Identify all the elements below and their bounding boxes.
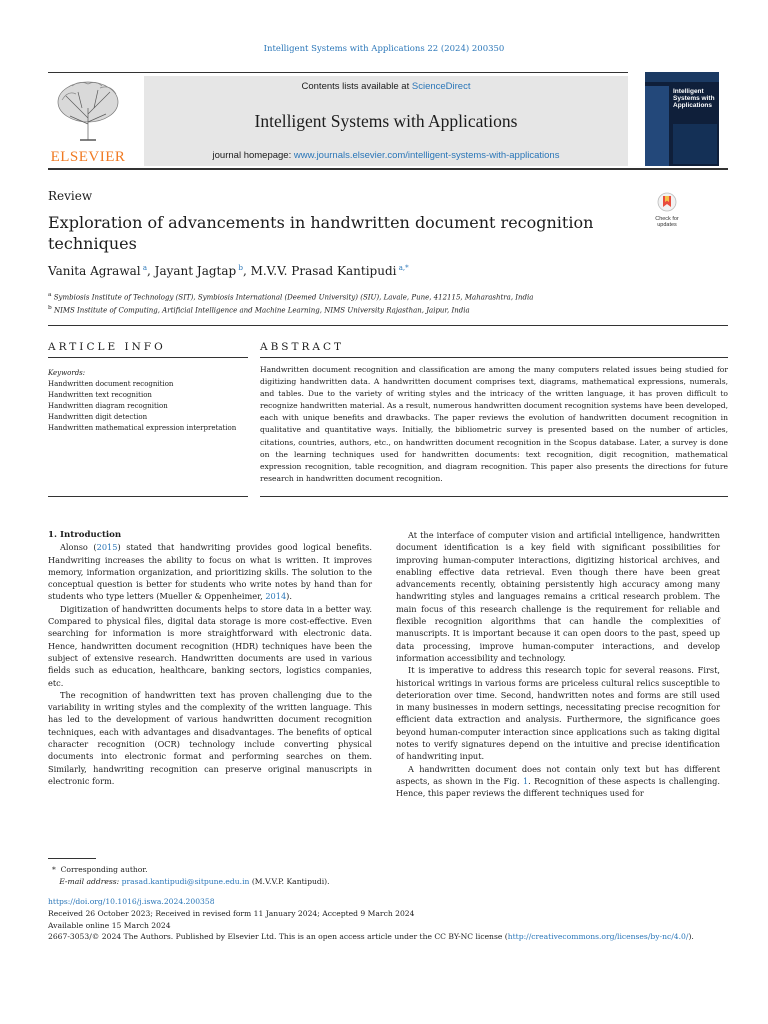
divider — [48, 325, 728, 326]
paragraph: Alonso (2015) stated that handwriting provides good logical benefits. Handwriting increases the ability to focus on what is written. It improves memory, information organization, and prioritizing skills. The solution to the conceptual question is better for students who write notes by hand than for students who type letters (Mueller & Oppenheimer, 2014). — [48, 542, 372, 602]
cover-title: Intelligent Systems with Applications — [673, 88, 715, 109]
keyword-item: Handwritten digit detection — [48, 413, 148, 421]
keyword-item: Handwritten text recognition — [48, 391, 152, 399]
journal-title: Intelligent Systems with Applications — [254, 111, 518, 131]
paragraph: Digitization of handwritten documents helps to store data in a better way. Compared to physical files, digital data storage is more cost-effective. Even searching for information is more straightforward with electronic data. Hence, handwritten document recognition (HDR) techniques have been the subject of extensive research. Handwritten documents are used in various fields such as education, healthcare, banking sectors, logistics companies, etc. — [48, 603, 372, 688]
available-online: Available online 15 March 2024 — [48, 920, 171, 930]
email-note: E-mail address: prasad.kantipudi@sitpune.edu.in (M.V.V.P. Kantipudi). — [59, 877, 330, 886]
figure-link[interactable]: 1 — [522, 775, 529, 786]
cover-band — [645, 86, 669, 166]
keywords-label: Keywords: — [48, 369, 86, 377]
abstract-heading: ABSTRACT — [260, 341, 345, 353]
paragraph: The recognition of handwritten text has proven challenging due to the variability in writing styles and the complexity of the written language. This has led to the development of various handwritten document recognition techniques, each with advantages and disadvantages. The benefits of optical character recognition (OCR) technology include converting physical documents into electronic format and performing searches on them. Similarly, handwriting recognition can preserve original manuscripts in electronic form. — [48, 689, 372, 786]
keywords-block — [48, 368, 248, 434]
divider — [260, 357, 728, 358]
affiliation-item: $^b$ NIMS Institute of Computing, Artificial Intelligence and Machine Learning, NIMS University Rajasthan, Jaipur, India — [48, 305, 470, 315]
keyword-item: Handwritten document recognition — [48, 380, 174, 388]
author-list: Vanita Agrawal $^a$, Jayant Jagtap $^b$, M.V.V. Prasad Kantipudi $^{a,*}$ — [48, 264, 409, 278]
journal-citation[interactable]: Intelligent Systems with Applications 22 (2024) 200350 — [263, 44, 505, 54]
email-link[interactable]: prasad.kantipudi@sitpune.edu.in — [121, 877, 250, 886]
received-dates: Received 26 October 2023; Received in revised form 11 January 2024; Accepted 9 March 2024 — [48, 908, 415, 918]
journal-homepage-link[interactable]: www.journals.elsevier.com/intelligent-systems-with-applications — [293, 150, 560, 161]
abstract-text: Handwritten document recognition and classification are among the many computers related issues being studied for digitizing handwritten data. A handwritten document comprises text, diagrams, mathematical expressions, numerals, and tables. Due to the variety of writing styles and the intricacy of the written language, it has proven difficult to recognize handwritten material. As a result, numerous handwritten document recognition systems have been developed, each with unique benefits and drawbacks. The paper reviews the evolution of handwritten document recognition in qualitative and quantitative ways. Initially, the bibliometric survey is presented based on the number of articles, citations, countries, authors, etc., on handwritten document recognition in the Scopus database. Later, a survey is done on the learning techniques used for handwritten documents: text recognition, digit recognition, mathematical expression recognition, table recognition, and diagram recognition. This paper also presents the directions for future research in handwritten document recognition. — [260, 365, 728, 483]
body-column-right — [396, 529, 720, 800]
author-affil-marker[interactable]: a,* — [398, 264, 409, 272]
footnote — [52, 864, 330, 888]
cover-graphic — [673, 124, 717, 164]
footnote-rule — [48, 858, 96, 859]
corresponding-author-note: * Corresponding author. — [52, 865, 148, 874]
citation-link[interactable]: 2014 — [265, 591, 287, 602]
keyword-item: Handwritten mathematical expression interpretation — [48, 424, 237, 432]
author-affil-marker[interactable]: a — [142, 264, 147, 272]
elsevier-logo[interactable] — [48, 76, 128, 166]
elsevier-wordmark: ELSEVIER — [50, 149, 126, 165]
journal-cover-image[interactable] — [645, 72, 719, 166]
divider — [48, 496, 248, 497]
journal-header-box — [144, 76, 628, 166]
license-link[interactable]: http://creativecommons.org/licenses/by-nc/4.0/ — [507, 932, 689, 942]
author-name[interactable]: M.V.V. Prasad Kantipudi — [250, 264, 397, 278]
header-rule-thick — [48, 168, 728, 170]
homepage-line: journal homepage: www.journals.elsevier.com/intelligent-systems-with-applications — [212, 150, 560, 161]
check-updates-label: Check for updates — [655, 216, 679, 228]
doi-link[interactable]: https://doi.org/10.1016/j.iswa.2024.200358 — [48, 897, 215, 906]
publication-info — [48, 896, 728, 943]
keyword-item: Handwritten diagram recognition — [48, 402, 168, 410]
check-for-updates-button[interactable] — [648, 192, 686, 228]
article-type: Review — [48, 189, 93, 203]
section-title: 1. Introduction — [48, 530, 122, 540]
affiliations — [48, 290, 533, 317]
author-name[interactable]: Vanita Agrawal — [48, 264, 141, 278]
author-affil-marker[interactable]: b — [238, 264, 243, 272]
affiliation-item: $^a$ Symbiosis Institute of Technology (SIT), Symbiosis International (Deemed University) (SIU), Lavale, Pune, 412115, Maharashtra, India — [48, 292, 534, 302]
sciencedirect-link[interactable]: ScienceDirect — [411, 81, 471, 92]
article-info-heading: ARTICLE INFO — [48, 341, 166, 353]
paragraph: A handwritten document does not contain only text but has different aspects, as shown in the Fig. 1. Recognition of these aspects is challenging. Hence, this paper reviews the different techniques used for — [396, 763, 720, 799]
cover-strip — [645, 72, 719, 82]
paragraph: At the interface of computer vision and artificial intelligence, handwritten document identification is a key field with significant possibilities for improving human-computer interactions, digitizing historical archives, and enabling effective data retrieval. Even though there have been great advancements recently, obtaining persistently high accuracy among many handwriting styles and languages remains a critical research problem. The main focus of this research challenge is the requirement for reliable and flexible recognition algorithms that can handle the complexities of manuscripts. It is important because it can open doors to the past, speed up data processing, improve human-computer interactions, and develop information accessibility and technology. — [396, 530, 720, 663]
citation-link[interactable]: 2015 — [96, 542, 118, 553]
contents-line: Contents lists available at ScienceDirect — [301, 81, 471, 92]
article-title: Exploration of advancements in handwritten document recognition techniques — [48, 213, 594, 253]
elsevier-tree-icon — [52, 78, 124, 142]
divider — [260, 496, 728, 497]
header-rule — [48, 72, 628, 73]
license-note: 2667-3053/© 2024 The Authors. Published by Elsevier Ltd. This is an open access article under the CC BY-NC license (http://creativecommons.org/licenses/by-nc/4.0/). — [48, 932, 694, 942]
author-name[interactable]: Jayant Jagtap — [154, 264, 237, 278]
paragraph: It is imperative to address this research topic for several reasons. First, historical writings in various forms are priceless cultural relics susceptible to deterioration over time. Second, handwritten notes and forms are still used in many businesses in modern settings, necessitating precise recognition for efficient data extraction and analysis. Furthermore, the significance goes beyond human-computer interaction since applications such as taking digital notes to verify signatures depend on the intuitive and precise identification of handwriting input. — [396, 665, 720, 762]
divider — [48, 357, 248, 358]
body-column-left — [48, 529, 372, 787]
check-updates-icon — [657, 192, 677, 212]
